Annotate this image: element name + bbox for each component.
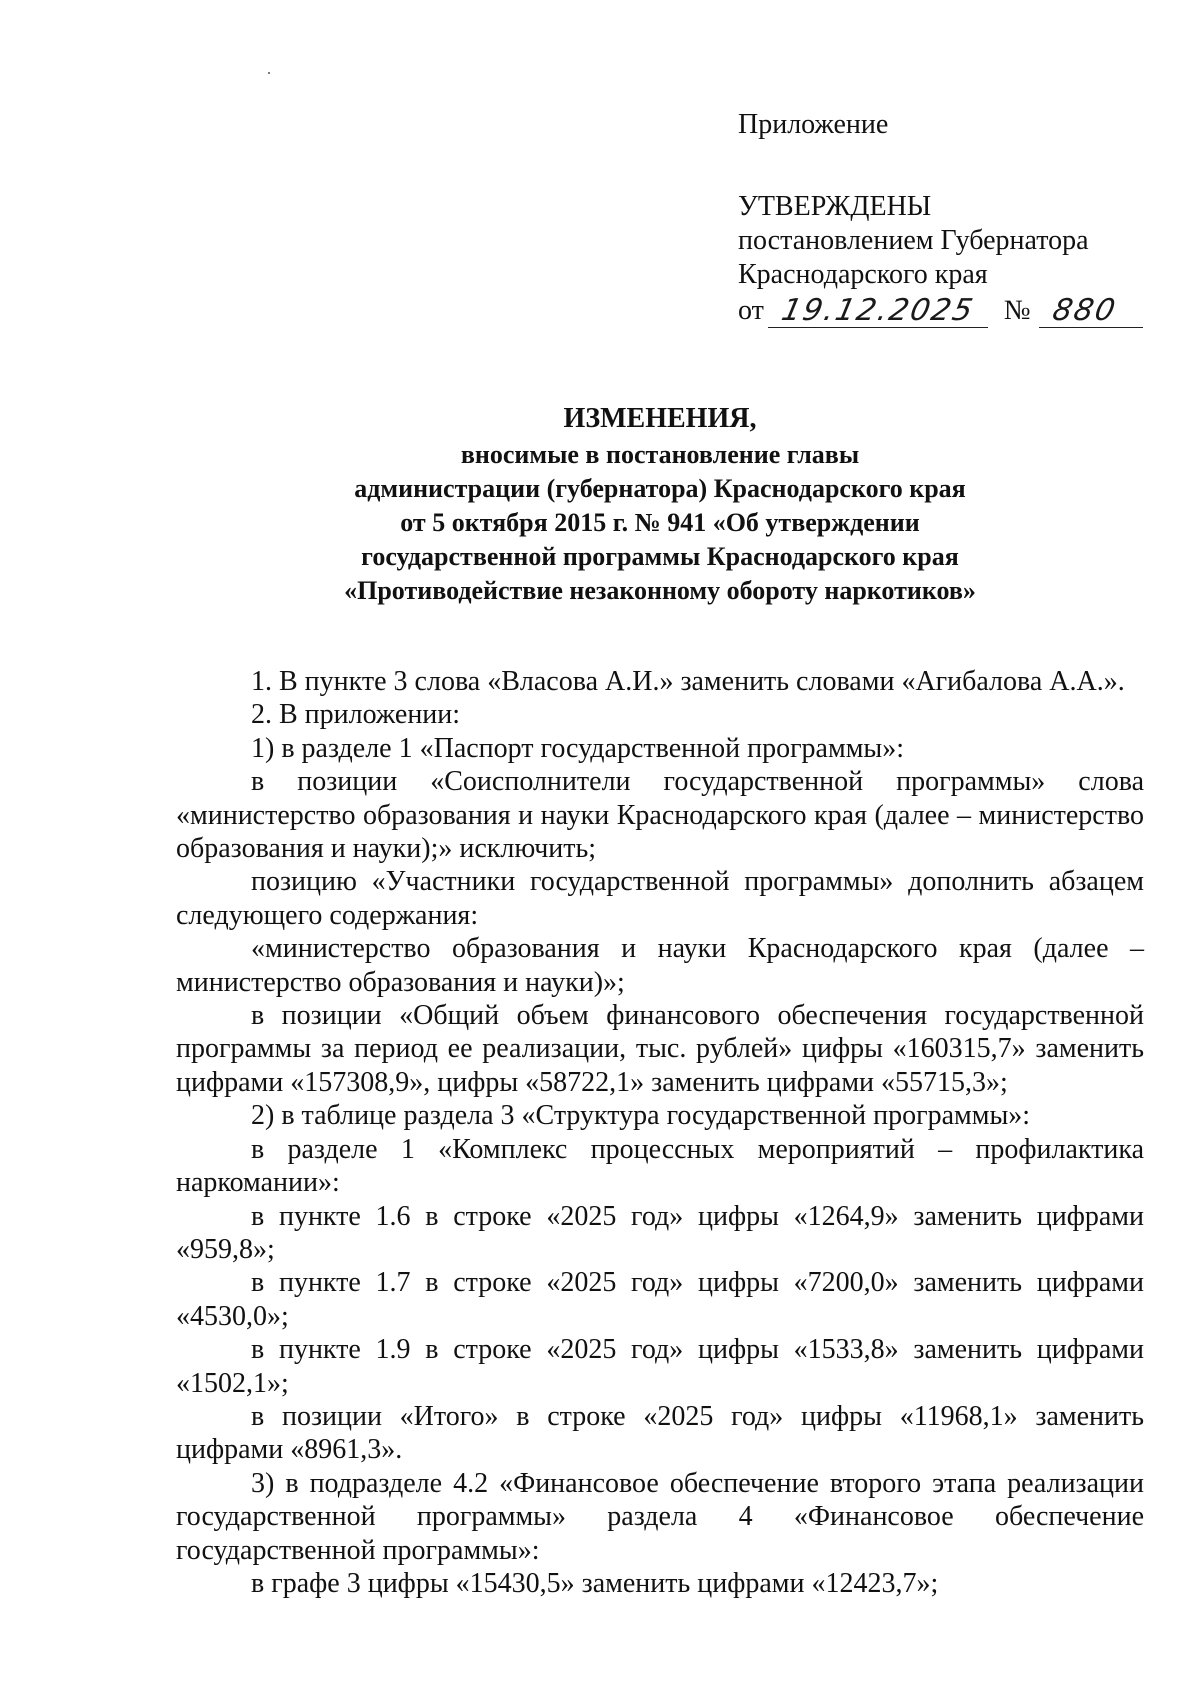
paragraph: 1. В пункте 3 слова «Власова А.И.» заменить словами «Агибалова А.А.».	[251, 666, 1125, 697]
paragraph: 3) в подразделе 4.2 «Финансовое обеспечение второго этапа реализации государственной программы» раздела 4 «Финансовое обеспечение государственной программы»:	[176, 1467, 1144, 1566]
date-prefix: от	[738, 295, 764, 326]
number-prefix: №	[1003, 295, 1031, 326]
handwritten-number: 880	[1048, 293, 1120, 328]
paragraph: 2. В приложении:	[251, 699, 461, 731]
date-number-row	[738, 292, 1158, 328]
paragraph: «министерство образования и науки Краснодарского края (далее – министерство образования и науки)»;	[176, 933, 1144, 998]
paragraph: в разделе 1 «Комплекс процессных мероприятий – профилактика наркомании»:	[176, 1133, 1144, 1199]
date-field	[768, 295, 988, 328]
title-line: администрации (губернатора) Краснодарского края	[354, 474, 966, 503]
paragraph: в графе 3 цифры «15430,5» заменить цифрами «12423,7»;	[251, 1567, 939, 1599]
paragraph: 1) в разделе 1 «Паспорт государственной программы»:	[251, 732, 905, 764]
paragraph: в позиции «Итого» в строке «2025 год» цифры «11968,1» заменить цифрами «8961,3».	[176, 1400, 1144, 1466]
paragraph: 2) в таблице раздела 3 «Структура государственной программы»:	[251, 1100, 1031, 1132]
appendix-label: Приложение	[738, 109, 889, 140]
document-title	[160, 402, 1160, 608]
title-line: «Противодействие незаконному обороту наркотиков»	[344, 576, 976, 605]
approved-label: УТВЕРЖДЕНЫ	[738, 191, 932, 222]
number-field	[1039, 295, 1143, 328]
title-line: вносимые в постановление главы	[460, 440, 860, 469]
paragraph: позицию «Участники государственной программы» дополнить абзацем следующего содержания:	[176, 866, 1144, 931]
document-body	[176, 665, 1144, 1600]
paragraph: в пункте 1.6 в строке «2025 год» цифры «1264,9» заменить цифрами «959,8»;	[176, 1200, 1144, 1265]
title-line: государственной программы Краснодарского края	[361, 542, 959, 571]
approval-block	[738, 108, 1158, 328]
paragraph: в позиции «Общий объем финансового обеспечения государственной программы за период ее реализации, тыс. рублей» цифры «160315,7» заменить цифрами «157308,9», цифры «58722,1» заменить цифрами «55715,3»;	[176, 1000, 1144, 1098]
paragraph: в позиции «Соисполнители государственной программы» слова «министерство образования и науки Краснодарского края (далее – министерство образования и науки);» исключить;	[176, 766, 1144, 865]
paragraph: в пункте 1.9 в строке «2025 год» цифры «1533,8» заменить цифрами «1502,1»;	[176, 1334, 1144, 1399]
handwritten-date: 19.12.2025	[778, 293, 978, 328]
title-heading: ИЗМЕНЕНИЯ,	[563, 403, 757, 434]
approved-by-line: постановлением Губернатора	[738, 225, 1089, 256]
paragraph: в пункте 1.7 в строке «2025 год» цифры «7200,0» заменить цифрами «4530,0»;	[176, 1267, 1144, 1332]
title-line: от 5 октября 2015 г. № 941 «Об утверждении	[400, 508, 920, 537]
approved-region-line: Краснодарского края	[738, 259, 988, 290]
scan-speck	[268, 72, 270, 74]
